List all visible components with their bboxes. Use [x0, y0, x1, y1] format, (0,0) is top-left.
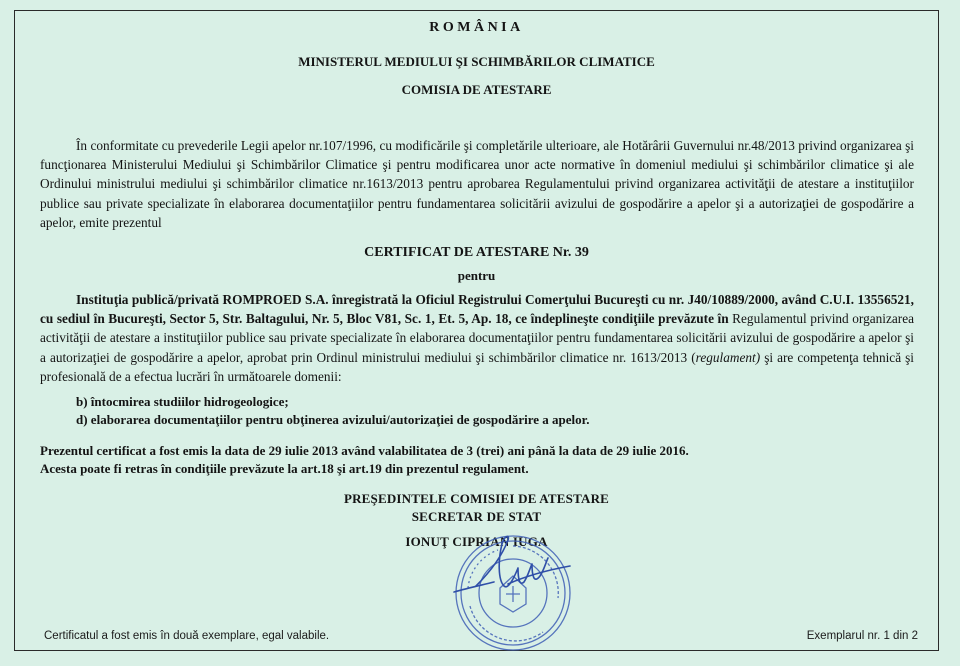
validity-statement	[40, 442, 900, 478]
signatory-name: IONUŢ CIPRIAN IUGA	[405, 534, 548, 549]
footer-copies-note: Certificatul a fost emis în două exemplare, egal valabile.	[44, 630, 330, 642]
signatory-position: SECRETAR DE STAT	[411, 509, 542, 524]
country-heading: ROMÂNIA	[429, 20, 524, 35]
commission-heading: COMISIA DE ATESTARE	[401, 82, 552, 97]
domain-item: d) elaborarea documentaţiilor pentru obţinerea avizului/autorizaţiei de gospodărire a apelor.	[76, 412, 590, 427]
domain-item: b) întocmirea studiilor hidrogeologice;	[76, 394, 289, 409]
validity-line: Acesta poate fi retras în condiţiile prevăzute la art.18 şi art.19 din prezentul regulament.	[40, 461, 529, 476]
beneficiary-paragraph	[40, 290, 914, 386]
beneficiary-regulation-term: regulament)	[695, 349, 761, 365]
certificate-title: CERTIFICAT DE ATESTARE Nr. 39	[364, 245, 589, 260]
intro-paragraph: În conformitate cu prevederile Legii apelor nr.107/1996, cu modificările şi completările ulterioare, ale Hotărârii Guvernului nr.48/2013 privind organizarea şi funcţionarea Ministerului Mediului şi Schimbărilor Climatice şi pentru modificarea unor acte normative în domeniul mediului şi schimbărilor climatice şi ale Ordinului ministrului mediului şi schimbărilor climatice nr.1613/2013 pentru aprobarea Regulamentului privind organizarea activităţii de atestare a instituţiilor publice sau private specializate în elaborarea documentaţiilor pentru fundamentarea solicitării avizului de gospodărire a apelor şi a autorizaţiei de gospodărire a apelor, emite prezentul	[40, 138, 914, 230]
beneficiary-regulation: Regulamentul privind organizarea activităţii de atestare a instituţiilor publice sau private specializate în elaborarea documentaţiilor pentru fundamentarea solicitării avizului de gospodărire a apelor şi a autorizaţiei de gospodărire a apelor, aprobat prin Ordinul ministrului mediului şi schimbărilor climatice nr. 1613/2013 (	[40, 311, 914, 365]
ministry-heading: MINISTERUL MEDIULUI ŞI SCHIMBĂRILOR CLIMATICE	[298, 54, 655, 69]
beneficiary-competence: şi are competenţa tehnică şi profesională de a efectua lucrări în următoarele domenii:	[40, 349, 915, 384]
signatory-role: PREŞEDINTELE COMISIEI DE ATESTARE	[343, 491, 610, 506]
certificate-for-label: pentru	[457, 268, 496, 283]
official-stamp-icon	[448, 528, 578, 658]
validity-line: Prezentul certificat a fost emis la data de 29 iulie 2013 având valabilitatea de 3 (trei) ani până la data de 29 iulie 2016.	[40, 443, 689, 458]
footer-copy-number: Exemplarul nr. 1 din 2	[806, 630, 918, 642]
domains-list	[76, 393, 876, 429]
beneficiary-identity: Instituţia publică/privată ROMPROED S.A. înregistrată la Oficiul Registrului Comerţului Bucureşti cu nr. J40/10889/2000, având C.U.I. 13556521, cu sediul în Bucureşti, Sector 5, Str. Baltagului, Nr. 5, Bloc V81, Sc. 1, Et. 5, Ap. 18, ce îndeplineşte condiţiile prevăzute în	[40, 292, 914, 327]
